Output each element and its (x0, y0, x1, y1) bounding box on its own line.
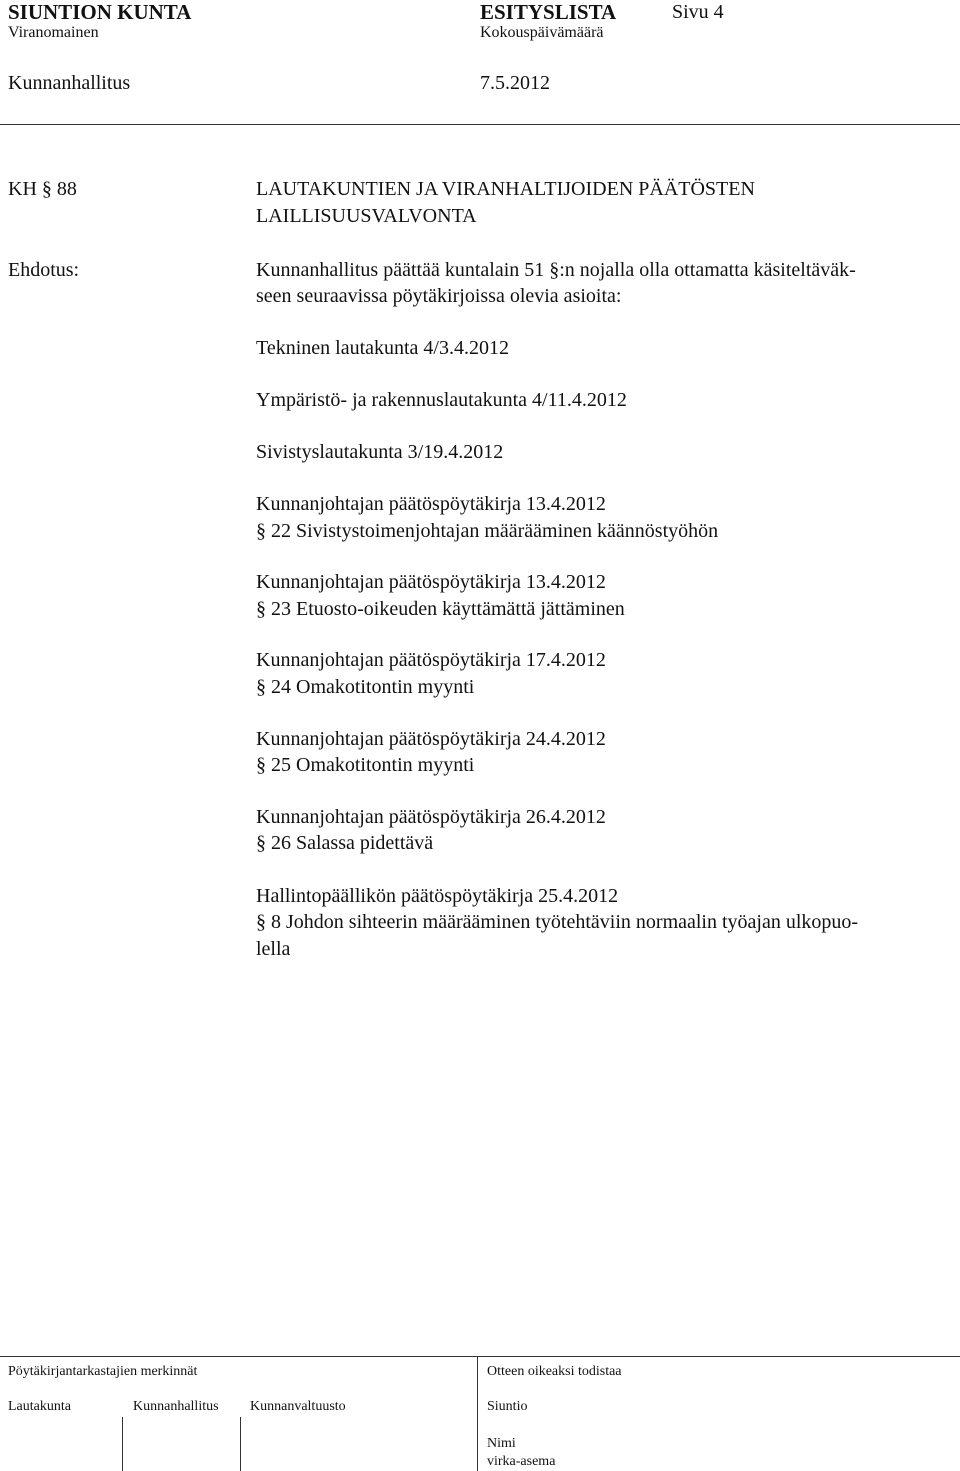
footer-column-divider (477, 1357, 478, 1471)
footer-column-executive: Kunnanhallitus (133, 1399, 219, 1414)
header-divider (0, 124, 960, 125)
decision-detail: § 24 Omakotitontin myynti (256, 676, 475, 698)
decision-heading: Kunnanjohtajan päätöspöytäkirja 24.4.2012 (256, 728, 606, 750)
section-id: KH § 88 (8, 178, 77, 200)
decision-detail-continuation: lella (256, 938, 291, 960)
proposal-text-line1: Kunnanhallitus päättää kuntalain 51 §:n nojalla olla ottamatta käsiteltäväk- (256, 259, 856, 281)
decision-detail: § 26 Salassa pidettävä (256, 832, 434, 854)
footer-place: Siuntio (487, 1399, 528, 1414)
footer-title-label: virka-asema (487, 1454, 556, 1469)
decision-heading: Kunnanjohtajan päätöspöytäkirja 13.4.2012 (256, 493, 606, 515)
document-type: ESITYSLISTA (480, 0, 617, 24)
municipality-name: SIUNTION KUNTA (8, 0, 192, 24)
section-title-line1: LAUTAKUNTIEN JA VIRANHALTIJOIDEN PÄÄTÖSTEN (256, 178, 755, 200)
decision-detail: § 23 Etuosto-oikeuden käyttämättä jättäminen (256, 598, 625, 620)
decision-heading: Kunnanjohtajan päätöspöytäkirja 26.4.2012 (256, 806, 606, 828)
footer-name-label: Nimi (487, 1436, 516, 1451)
proposal-text-line2: seen seuraavissa pöytäkirjoissa olevia asioita: (256, 285, 622, 307)
footer-column-divider (122, 1417, 123, 1471)
authority-label: Viranomainen (8, 24, 99, 41)
decision-detail: § 25 Omakotitontin myynti (256, 754, 475, 776)
certified-label: Otteen oikeaksi todistaa (487, 1364, 622, 1379)
list-item: Tekninen lautakunta 4/3.4.2012 (256, 337, 509, 359)
page-number: Sivu 4 (672, 1, 724, 23)
inspectors-label: Pöytäkirjantarkastajien merkinnät (8, 1364, 198, 1379)
proposal-label: Ehdotus: (8, 259, 80, 281)
decision-heading: Kunnanjohtajan päätöspöytäkirja 13.4.2012 (256, 571, 606, 593)
decision-heading: Kunnanjohtajan päätöspöytäkirja 17.4.2012 (256, 649, 606, 671)
decision-detail: § 8 Johdon sihteerin määrääminen työtehtäviin normaalin työajan ulkopuo- (256, 911, 859, 933)
date-label: Kokouspäivämäärä (480, 24, 604, 41)
section-title-line2: LAILLISUUSVALVONTA (256, 205, 477, 227)
list-item: Sivistyslautakunta 3/19.4.2012 (256, 441, 504, 463)
decision-heading: Hallintopäällikön päätöspöytäkirja 25.4.2012 (256, 885, 619, 907)
decision-detail: § 22 Sivistystoimenjohtajan määrääminen käännöstyöhön (256, 520, 719, 542)
footer-column-divider (240, 1417, 241, 1471)
footer-column-board: Lautakunta (8, 1399, 71, 1414)
list-item: Ympäristö- ja rakennuslautakunta 4/11.4.2012 (256, 389, 627, 411)
meeting-date: 7.5.2012 (480, 72, 550, 94)
footer-divider (0, 1356, 960, 1357)
footer-column-council: Kunnanvaltuusto (250, 1399, 346, 1414)
authority-name: Kunnanhallitus (8, 72, 131, 94)
